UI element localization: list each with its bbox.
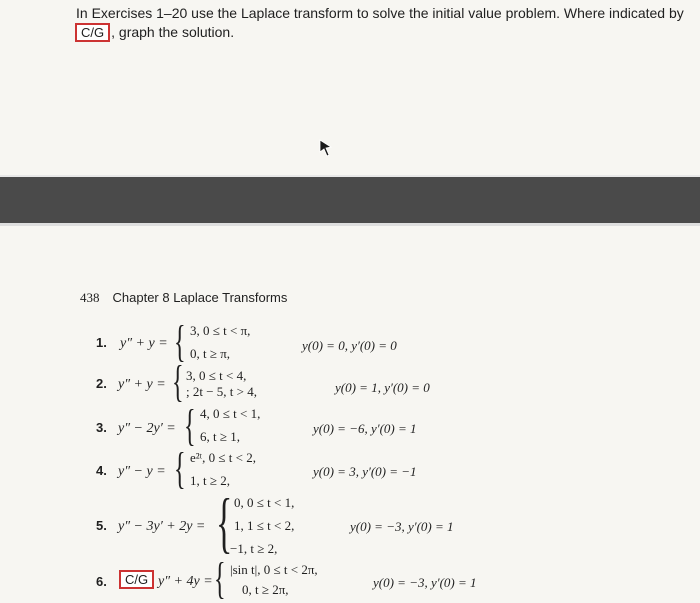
exercise-1-initial-conditions: y(0) = 0, y′(0) = 0	[302, 338, 397, 353]
chapter-title: Chapter 8 Laplace Transforms	[112, 290, 288, 305]
exercise-3-brace: {	[184, 401, 196, 450]
page-divider-band	[0, 177, 700, 223]
exercise-1-case-2: 0, t ≥ π,	[190, 346, 231, 361]
exercise-6-lhs: y″ + 4y =	[158, 574, 213, 589]
exercise-2-lhs: y″ + y =	[118, 377, 166, 392]
exercise-5-lhs: y″ − 3y′ + 2y =	[118, 519, 206, 534]
intro-line-1: In Exercises 1–20 use the Laplace transform to solve the initial value problem. Where indicated by	[76, 5, 684, 21]
exercise-2-brace: {	[172, 357, 184, 406]
page-header	[80, 290, 287, 306]
cursor-arrow-icon	[318, 138, 334, 158]
exercise-5-case-1: 0, 0 ≤ t < 1,	[234, 495, 295, 510]
exercise-4-initial-conditions: y(0) = 3, y′(0) = −1	[313, 464, 417, 479]
exercise-4-brace: {	[174, 444, 186, 493]
exercise-6-case-2: 0, t ≥ 2π,	[242, 582, 289, 597]
exercise-1-lhs: y″ + y =	[120, 336, 168, 351]
exercise-6-initial-conditions: y(0) = −3, y′(0) = 1	[373, 575, 477, 590]
exercise-2-case-1: 3, 0 ≤ t < 4,	[186, 368, 247, 383]
page-number: 438	[80, 290, 100, 305]
band-highlight-bottom	[0, 223, 700, 226]
exercise-6-case-1: |sin t|, 0 ≤ t < 2π,	[230, 562, 318, 577]
intro-text	[76, 4, 684, 42]
exercise-5-initial-conditions: y(0) = −3, y′(0) = 1	[350, 519, 454, 534]
exercise-6-cg-badge: C/G	[120, 571, 153, 588]
exercise-5-brace: {	[216, 484, 233, 560]
exercise-3-case-2: 6, t ≥ 1,	[200, 429, 240, 444]
exercise-1-number: 1.	[96, 335, 107, 350]
exercise-4-case-2: 1, t ≥ 2,	[190, 473, 230, 488]
exercise-4-lhs: y″ − y =	[118, 464, 166, 479]
exercise-4-number: 4.	[96, 463, 107, 478]
exercise-2-case-2: ; 2t − 5, t > 4,	[186, 384, 257, 399]
exercise-3-case-1: 4, 0 ≤ t < 1,	[200, 406, 261, 421]
exercise-6-brace: {	[214, 554, 226, 603]
exercise-5-case-2: 1, 1 ≤ t < 2,	[234, 518, 295, 533]
exercise-2-initial-conditions: y(0) = 1, y′(0) = 0	[335, 380, 430, 395]
exercise-5-number: 5.	[96, 518, 107, 533]
exercise-6-cg-wrap	[120, 571, 155, 589]
exercise-5-case-3: −1, t ≥ 2,	[230, 541, 278, 556]
exercise-1-brace: {	[174, 317, 186, 366]
exercise-4-case-1: e²ᵗ, 0 ≤ t < 2,	[190, 450, 256, 465]
intro-line-2-text: , graph the solution.	[111, 24, 235, 40]
exercise-6-number: 6.	[96, 574, 107, 589]
cg-badge: C/G	[76, 24, 109, 41]
exercise-2-number: 2.	[96, 376, 107, 391]
exercise-1-case-1: 3, 0 ≤ t < π,	[190, 323, 251, 338]
exercise-3-initial-conditions: y(0) = −6, y′(0) = 1	[313, 421, 417, 436]
intro-line-2	[76, 23, 684, 42]
exercise-3-number: 3.	[96, 420, 107, 435]
exercise-3-lhs: y″ − 2y′ =	[118, 421, 176, 436]
